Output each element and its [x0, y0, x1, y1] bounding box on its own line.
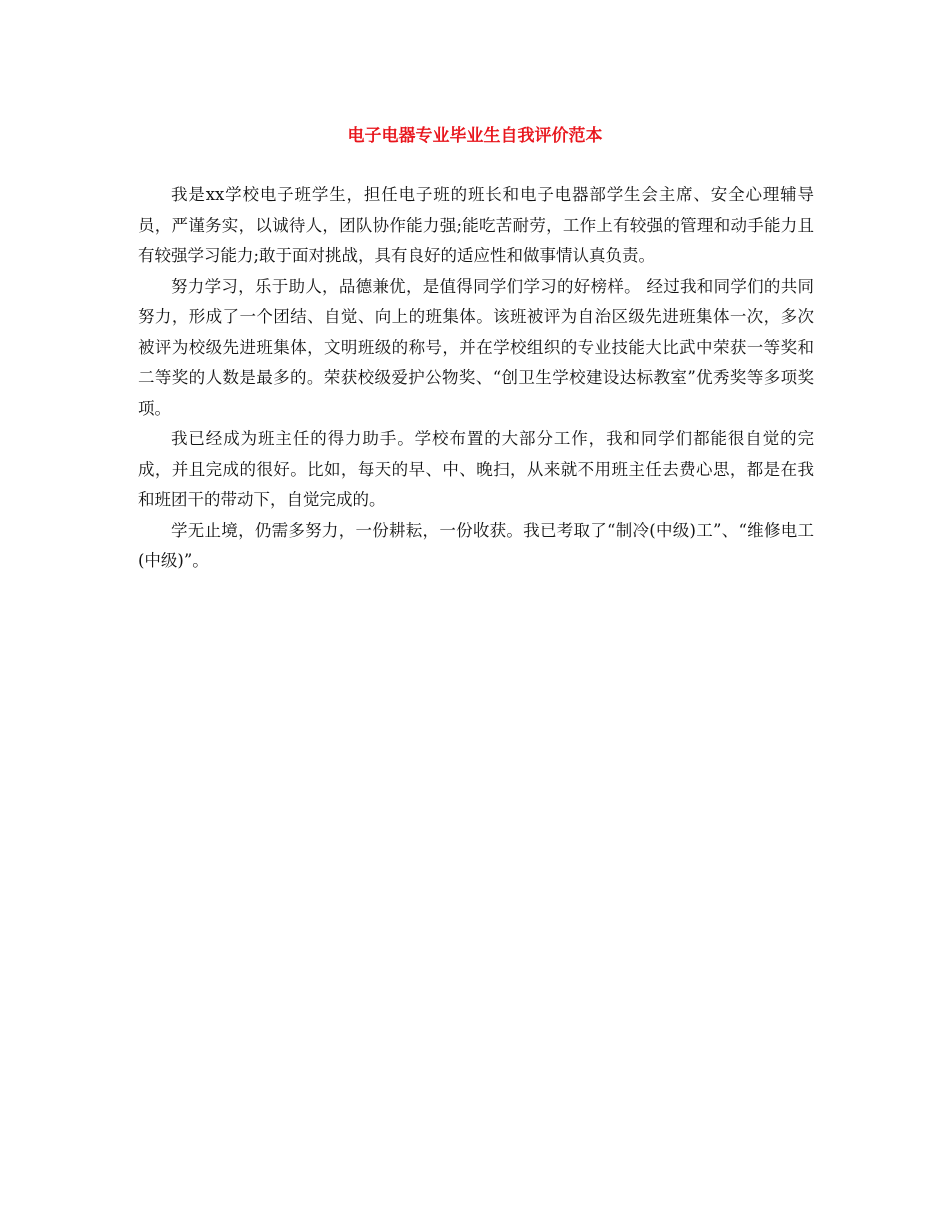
paragraph-certificates: 学无止境，仍需多努力，一份耕耘，一份收获。我已考取了“制冷(中级)工”、“维修电工(中级)”。 [138, 520, 814, 570]
paragraph-intro: 我是xx学校电子班学生，担任电子班的班长和电子电器部学生会主席、安全心理辅导员，严谨务实，以诚待人，团队协作能力强;能吃苦耐劳，工作上有较强的管理和动手能力且有较强学习能力;敢于面对挑战，具有良好的适应性和做事情认真负责。 [138, 185, 814, 265]
paragraph-achievements: 努力学习，乐于助人，品德兼优，是值得同学们学习的好榜样。 经过我和同学们的共同努力，形成了一个团结、自觉、向上的班集体。该班被评为自治区级先进班集体一次，多次被评为校级先进班集体，文明班级的称号，并在学校组织的专业技能大比武中荣获一等奖和二等奖的人数是最多的。荣获校级爱护公物奖、“创卫生学校建设达标教室”优秀奖等多项奖项。 [138, 276, 814, 418]
paragraph-assistant: 我已经成为班主任的得力助手。学校布置的大部分工作，我和同学们都能很自觉的完成，并且完成的很好。比如，每天的早、中、晚扫，从来就不用班主任去费心思，都是在我和班团干的带动下，自觉完成的。 [138, 429, 814, 509]
document-title: 电子电器专业毕业生自我评价范本 [347, 126, 603, 146]
document-body [138, 180, 814, 577]
